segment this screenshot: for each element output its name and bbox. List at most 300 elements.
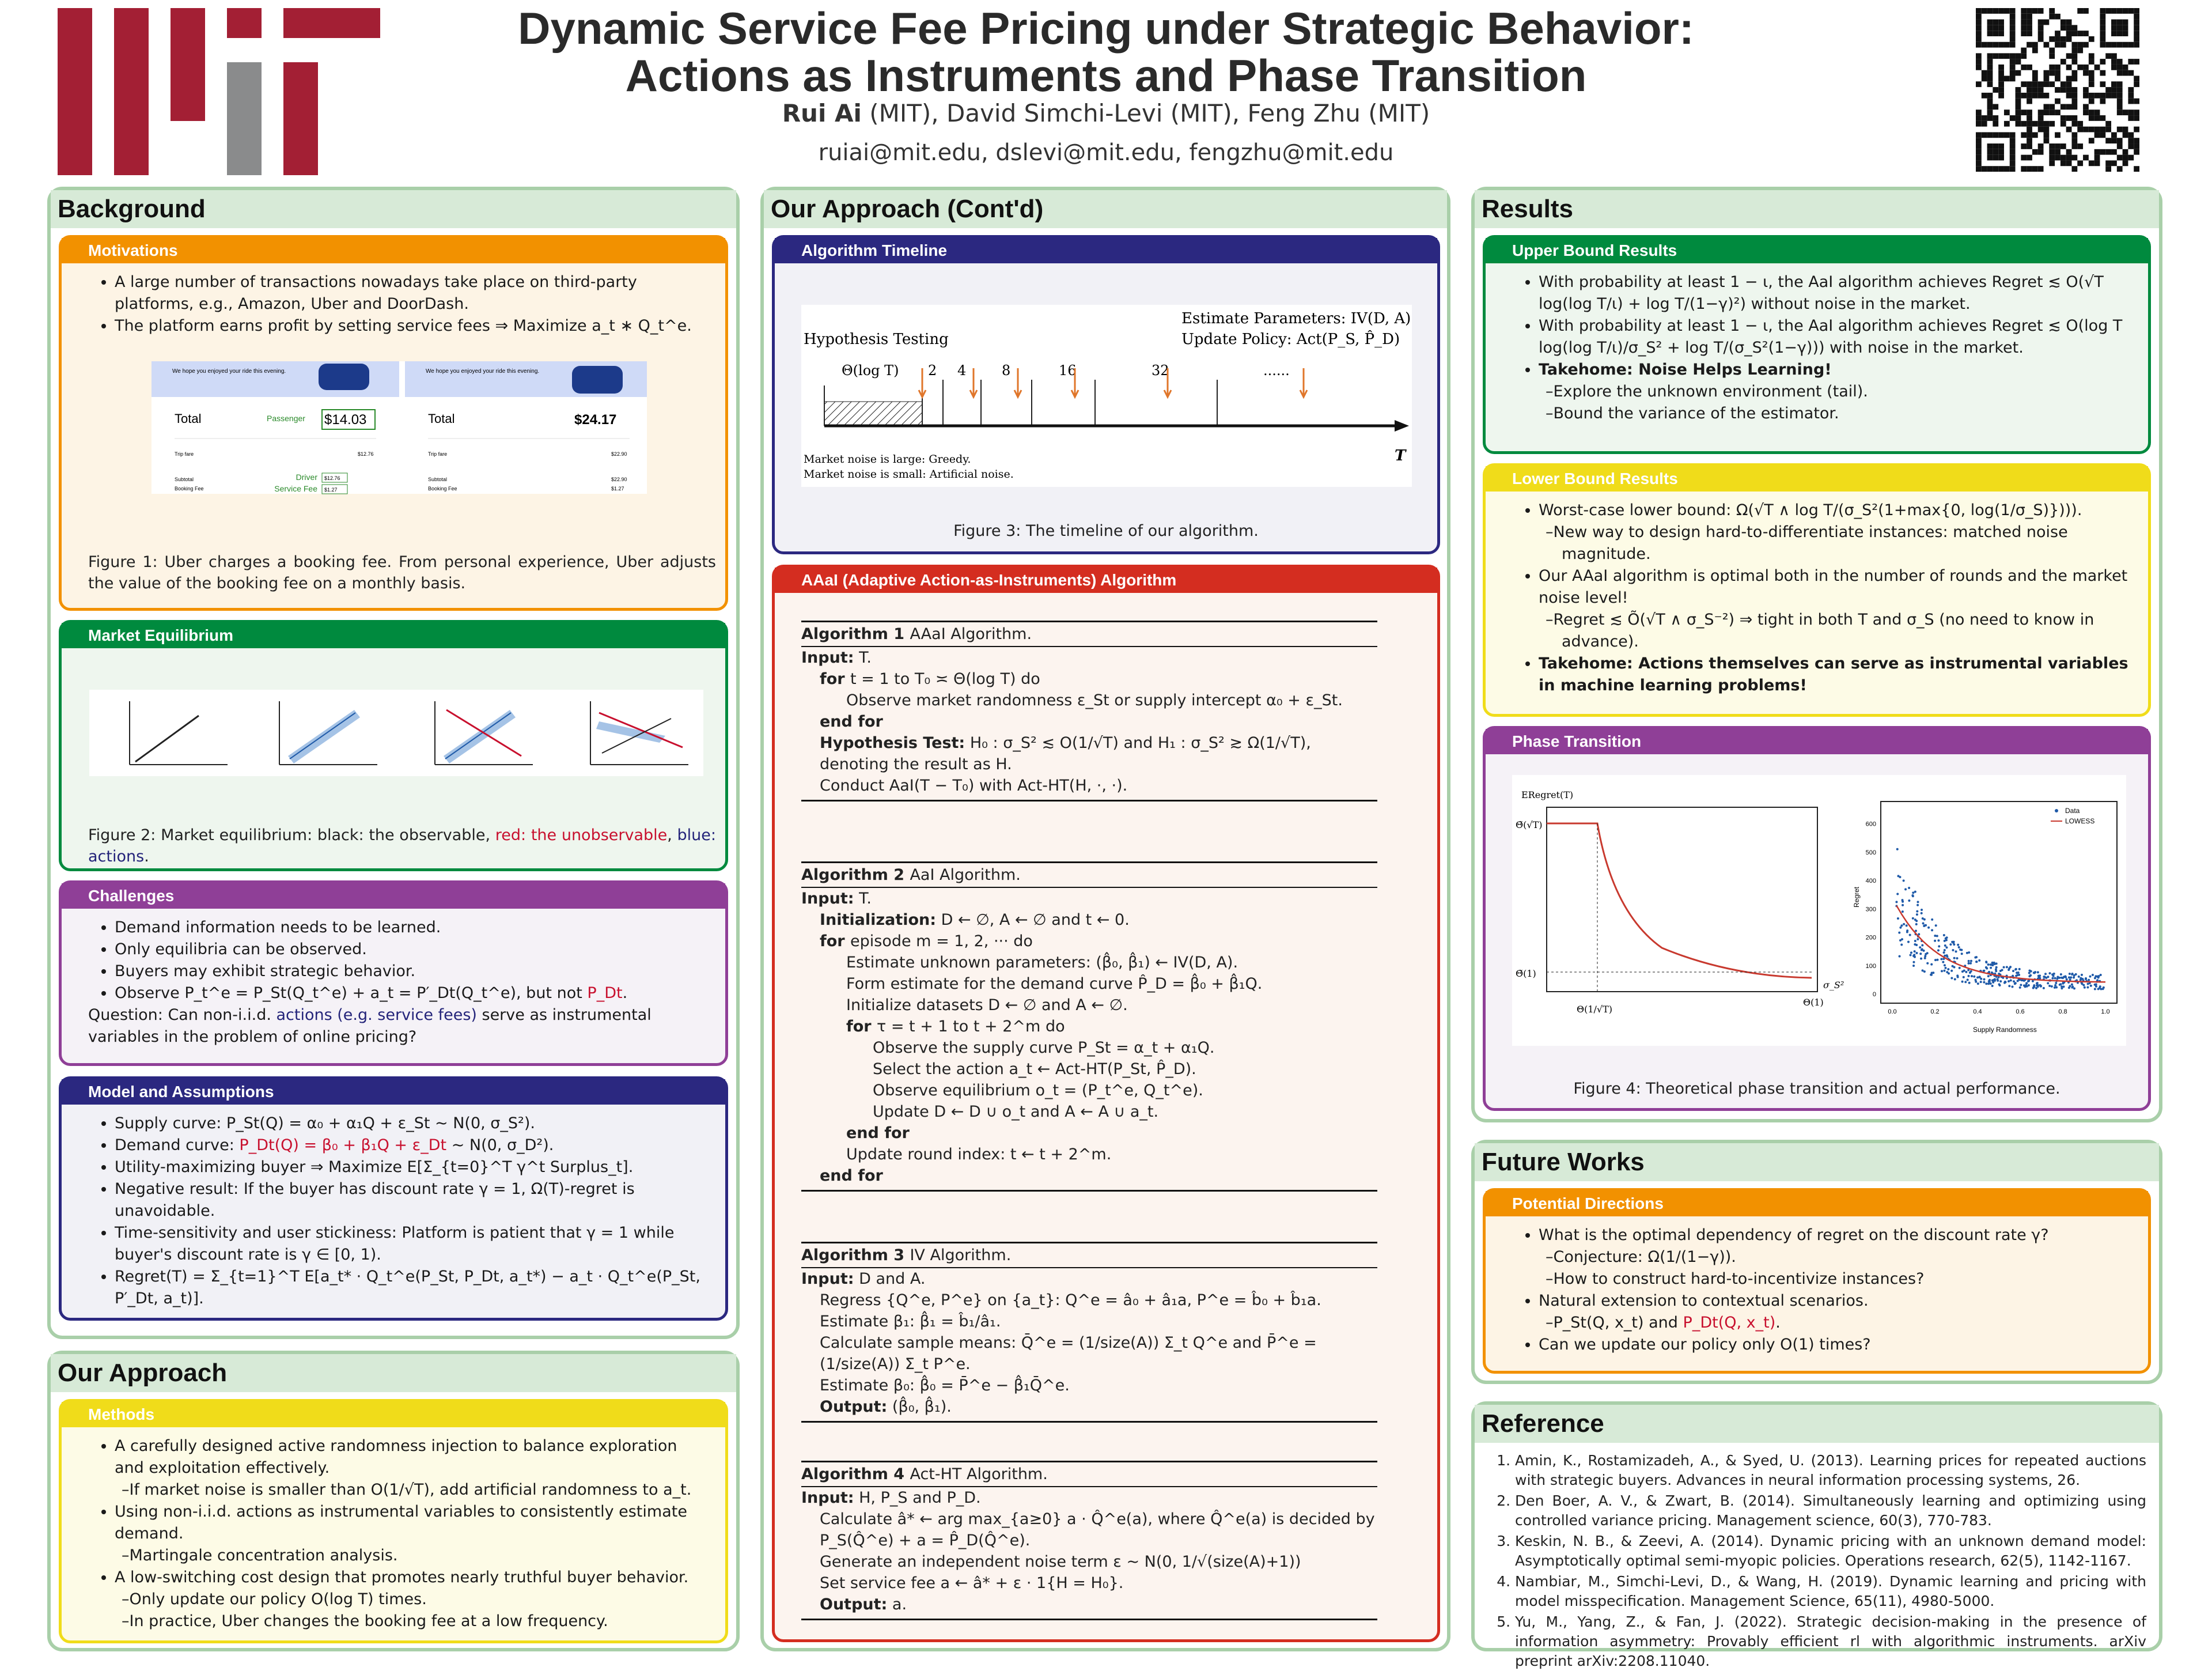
method-bullet-2: • Using non-i.i.d. actions as instrumental variables to consistently estimate demand. – Martingale concentration analysis. — [115, 1501, 710, 1567]
regret-point — [1909, 934, 1911, 936]
total-value-1: $14.03 — [324, 412, 367, 428]
challenge-bullet-2: • Only equilibria can be observed. — [115, 939, 710, 961]
regret-point — [1902, 899, 1904, 901]
regret-point — [1921, 944, 1923, 946]
our-approach-contd-section — [760, 187, 1450, 1651]
regret-point — [2088, 979, 2090, 981]
legend-lowess: LOWESS — [2065, 817, 2095, 825]
regret-point — [1985, 982, 1987, 985]
regret-point — [1970, 960, 1972, 962]
regret-point — [1961, 952, 1963, 955]
regret-point — [2008, 980, 2010, 982]
algorithm-2-line: Observe the supply curve P_St = α_t + α₁Q. — [873, 1039, 1215, 1057]
future-works-section — [1471, 1140, 2162, 1384]
regret-point — [1896, 893, 1899, 895]
timeline-hypothesis: Hypothesis Testing — [804, 331, 949, 348]
our-approach-section — [47, 1351, 740, 1651]
regret-point — [1944, 940, 1946, 942]
regret-point — [2025, 984, 2027, 986]
lower-bound-title: Lower Bound Results — [1486, 466, 2148, 492]
regret-point — [2043, 987, 2045, 989]
algorithm-3-header: Algorithm 3 IV Algorithm. — [801, 1242, 1377, 1268]
regret-point — [2051, 985, 2053, 988]
regret-point — [1897, 917, 1899, 920]
regret-point — [1921, 909, 1923, 911]
results-section — [1471, 187, 2162, 1122]
timeline-tick-label: 32 — [1152, 362, 1169, 379]
regret-point — [2056, 977, 2059, 980]
regret-point — [2070, 976, 2072, 978]
legend-data: Data — [2065, 807, 2080, 815]
receipt-header-1: We hope you enjoyed your ride this evening. — [172, 368, 286, 375]
regret-point — [2085, 977, 2087, 980]
algorithm-1-line: end for — [820, 713, 883, 731]
regret-point — [2006, 966, 2008, 968]
lower-bullet-2: • Our AAaI algorithm is optimal both in the number of rounds and the market noise level! – Regret ≲ Õ(√T ∧ σ_S⁻²) ⇒ tight in both T and σ_S (no need to know in advance). — [1539, 565, 2133, 653]
regret-point — [2044, 973, 2047, 975]
regret-point — [1991, 985, 1994, 987]
regret-point — [2051, 977, 2054, 980]
driver-label: Driver — [296, 472, 317, 482]
qr-code[interactable] — [1976, 8, 2139, 172]
algorithm-1 — [801, 621, 1377, 802]
timeline-tick-label: 4 — [957, 362, 967, 379]
regret-point — [1943, 934, 1945, 936]
regret-point — [2018, 968, 2021, 970]
challenge-bullet-1: • Demand information needs to be learned. — [115, 917, 710, 939]
regret-point — [1988, 980, 1990, 982]
regret-point — [1988, 971, 1990, 973]
regret-point — [1909, 954, 1911, 957]
algorithm-2-line: Observe equilibrium o_t = (P_t^e, Q_t^e). — [873, 1082, 1203, 1099]
regret-point — [2001, 969, 2003, 971]
regret-point — [1964, 981, 1967, 983]
regret-point — [2100, 974, 2102, 976]
figure-2-caption: Figure 2: Market equilibrium: black: the observable, red: the unobservable, blue: actions. — [88, 826, 716, 865]
method-sub-1: – If market noise is smaller than O(1/√T), add artificial randomness to a_t. — [138, 1479, 710, 1501]
figure-3-caption: Figure 3: The timeline of our algorithm. — [953, 522, 1259, 540]
trip-fare-value-2: $22.90 — [611, 451, 627, 457]
regret-point — [1943, 970, 1945, 972]
regret-point — [1934, 940, 1936, 942]
algorithm-3-line: Calculate sample means: Q̄^e = (1/size(A)) Σ_t Q^e and P̄^e = (1/size(A)) Σ_t P^e. — [820, 1334, 1317, 1373]
regret-point — [2060, 973, 2062, 976]
theory-x-var: σ_S² — [1823, 980, 1844, 990]
service-value: $1.27 — [324, 487, 338, 493]
booking-fee-label-1: Booking Fee — [175, 486, 204, 492]
upper-bullet-1: • With probability at least 1 − ι, the AaI algorithm achieves Regret ≲ O(√T log(log T/ι) + log T/(1−γ)²) without noise in the market. — [1539, 271, 2133, 315]
regret-point — [1976, 976, 1979, 978]
regret-point — [2081, 974, 2083, 976]
algorithm-2-header: Algorithm 2 AaI Algorithm. — [801, 861, 1377, 888]
algorithm-2-line: for episode m = 1, 2, ··· do — [820, 932, 1033, 950]
uber-receipt-figure — [151, 361, 647, 494]
reference-item: 3. Keskin, N. B., & Zeevi, A. (2014). Dynamic pricing with an unknown demand model: Asymptotically optimal semi-myopic policies. Operations research, 62(5), 1142-1167. — [1515, 1532, 2146, 1571]
regret-point — [2090, 985, 2092, 987]
other-authors: (MIT), David Simchi-Levi (MIT), Feng Zhu (MIT) — [861, 99, 1430, 127]
regret-point — [1912, 917, 1914, 920]
regret-point — [1968, 962, 1970, 965]
regret-point — [1975, 979, 1977, 981]
regret-point — [1912, 965, 1915, 967]
regret-point — [2073, 976, 2075, 978]
regret-point — [1904, 888, 1907, 890]
regret-point — [1973, 976, 1975, 978]
regret-xtick: 0.2 — [1930, 1008, 1940, 1015]
motivations-block — [59, 235, 728, 611]
regret-point — [1924, 957, 1926, 959]
regret-point — [1907, 941, 1910, 943]
timeline-tick-label: ...... — [1263, 362, 1290, 379]
regret-point — [2028, 972, 2031, 974]
regret-point — [2032, 980, 2034, 982]
regret-point — [1915, 952, 1918, 954]
upper-sub-1: – Explore the unknown environment (tail). — [1562, 381, 2133, 403]
trip-fare-value-1: $12.76 — [358, 451, 374, 457]
figure-4-caption: Figure 4: Theoretical phase transition and actual performance. — [1573, 1080, 2061, 1098]
algorithm-2-line: Update round index: t ← t + 2^m. — [846, 1145, 1112, 1163]
regret-point — [1926, 962, 1929, 965]
regret-point — [1930, 974, 1933, 976]
regret-point — [1987, 963, 1990, 966]
model-bullet-5: • Time-sensitivity and user stickiness: Platform is patient that γ = 1 while buyer's discount rate is γ ∈ [0, 1). — [115, 1222, 710, 1266]
algorithm-2-line: Form estimate for the demand curve P̂_D = β̂₀ + β̂₁Q. — [846, 975, 1263, 993]
regret-point — [2021, 979, 2023, 981]
algorithm-1-line: Conduct AaI(T − T₀) with Act-HT(H, ·, ·). — [820, 777, 1128, 795]
upper-bound-title: Upper Bound Results — [1486, 238, 2148, 263]
method-bullet-3: • A low-switching cost design that promotes nearly truthful buyer behavior. – Only update our policy O(log T) times. – In practice, Uber changes the booking fee at a low frequency. — [115, 1567, 710, 1632]
algorithm-4 — [801, 1461, 1377, 1620]
title-line-2: Actions as Instruments and Phase Transition — [625, 50, 1587, 101]
algorithm-4-line: Input: H, P_S and P_D. — [801, 1489, 981, 1507]
model-bullet-4: • Negative result: If the buyer has discount rate γ = 1, Ω(T)-regret is unavoidable. — [115, 1178, 710, 1222]
regret-point — [1900, 943, 1903, 946]
regret-point — [1923, 950, 1925, 952]
regret-point — [1916, 904, 1919, 906]
market-equilibrium-block — [59, 620, 728, 871]
regret-point — [2010, 980, 2012, 982]
regret-point — [2094, 975, 2097, 977]
regret-point — [2014, 982, 2016, 985]
reference-title: Reference — [1475, 1405, 2159, 1443]
regret-ylabel: Regret — [1853, 886, 1861, 908]
regret-point — [2068, 986, 2070, 989]
timeline-theta: Θ(log T) — [842, 362, 899, 379]
algorithm-4-line: Output: a. — [820, 1596, 907, 1613]
algorithm-1-line: Observe market randomness ε_St or supply intercept α₀ + ε_St. — [846, 691, 1343, 709]
regret-point — [1961, 970, 1964, 973]
regret-point — [1925, 924, 1927, 927]
regret-point — [2019, 986, 2021, 989]
regret-point — [2035, 987, 2037, 989]
regret-point — [2003, 982, 2006, 984]
regret-ytick: 0 — [1872, 991, 1876, 998]
regret-point — [2102, 988, 2104, 990]
regret-point — [1910, 951, 1912, 954]
background-section — [47, 187, 740, 1339]
regret-point — [1908, 899, 1910, 902]
regret-point — [1911, 894, 1914, 897]
regret-point — [2016, 971, 2018, 974]
regret-point — [1954, 978, 1956, 981]
method-sub-2: – Martingale concentration analysis. — [138, 1545, 710, 1567]
timeline-figure — [801, 305, 1412, 487]
directions-block — [1483, 1188, 2151, 1374]
directions-title: Potential Directions — [1486, 1191, 2148, 1216]
figure-1-caption: Figure 1: Uber charges a booking fee. From personal experience, Uber adjusts the value of the booking fee on a monthly basis. — [88, 553, 716, 592]
phase-transition-block — [1483, 726, 2151, 1111]
future-bullet-1: • What is the optimal dependency of regret on the discount rate γ? – Conjecture: Ω(1/(1−γ)). – How to construct hard-to-incentivize instances? — [1539, 1224, 2133, 1290]
regret-point — [1968, 975, 1970, 977]
regret-point — [1956, 957, 1958, 959]
phase-transition-figure — [1512, 775, 2126, 1046]
future-sub-1a: – Conjecture: Ω(1/(1−γ)). — [1562, 1246, 2133, 1268]
model-bullet-6: • Regret(T) = Σ_{t=1}^T E[a_t* · Q_t^e(P_St, P_Dt, a_t*) − a_t · Q_t^e(P_St, P′_Dt, a_t)]. — [115, 1266, 710, 1310]
regret-point — [1901, 938, 1903, 940]
upper-sub-2: – Bound the variance of the estimator. — [1562, 403, 2133, 425]
regret-point — [1970, 970, 1972, 973]
theory-x-left: Θ(1/√T) — [1577, 1004, 1613, 1015]
regret-point — [1999, 980, 2002, 982]
regret-xlabel: Supply Randomness — [1973, 1026, 2037, 1034]
regret-point — [1944, 967, 1946, 969]
regret-point — [1937, 939, 1940, 942]
regret-point — [1940, 958, 1942, 960]
regret-point — [2097, 988, 2100, 990]
regret-point — [1955, 950, 1957, 952]
regret-point — [2028, 984, 2030, 986]
regret-point — [1902, 910, 1904, 913]
regret-point — [2029, 974, 2032, 977]
regret-point — [2084, 986, 2086, 989]
total-value-2: $24.17 — [574, 412, 617, 428]
regret-point — [1995, 966, 1998, 969]
regret-point — [2055, 982, 2057, 984]
regret-point — [1906, 924, 1908, 927]
regret-point — [1968, 951, 1970, 954]
regret-point — [2066, 978, 2068, 981]
algorithm-3-line: Output: (β̂₀, β̂₁). — [820, 1398, 952, 1416]
regret-point — [2055, 986, 2058, 988]
regret-point — [1923, 970, 1926, 973]
regret-point — [2062, 977, 2064, 979]
algorithm-2 — [801, 861, 1377, 1192]
regret-point — [1925, 953, 1927, 955]
regret-point — [1912, 961, 1915, 963]
regret-point — [1990, 963, 1992, 966]
regret-point — [2064, 976, 2066, 978]
regret-point — [1991, 963, 1994, 965]
receipt-header-2: We hope you enjoyed your ride this evening. — [426, 368, 540, 375]
regret-ytick: 400 — [1865, 878, 1876, 885]
regret-point — [1950, 977, 1953, 979]
regret-point — [1952, 949, 1954, 951]
regret-point — [2008, 985, 2010, 987]
regret-ytick: 300 — [1865, 906, 1876, 913]
algorithm-2-line: end for — [846, 1124, 910, 1142]
regret-point — [1919, 952, 1922, 955]
regret-point — [1945, 946, 1948, 948]
model-bullet-3: • Utility-maximizing buyer ⇒ Maximize E[Σ_{t=0}^T γ^t Surplus_t]. — [115, 1156, 710, 1178]
market-equilibrium-title: Market Equilibrium — [62, 623, 725, 648]
background-title: Background — [51, 190, 736, 228]
algorithm-3 — [801, 1242, 1377, 1423]
regret-point — [2033, 971, 2035, 974]
timeline-estimate: Estimate Parameters: IV(D, A) — [1181, 310, 1411, 327]
algorithm-2-line: Estimate unknown parameters: (β̂₀, β̂₁) ← IV(D, A). — [846, 954, 1238, 971]
regret-point — [1927, 927, 1930, 929]
algorithm-3-line: Estimate β₀: β̂₀ = P̄^e − β̂₁Q̄^e. — [820, 1377, 1070, 1394]
regret-point — [1915, 923, 1918, 925]
model-title: Model and Assumptions — [62, 1079, 725, 1105]
regret-point — [2061, 987, 2063, 989]
theory-y-top: Θ̃(√T) — [1516, 819, 1543, 830]
method-bullet-1: • A carefully designed active randomness injection to balance exploration and exploitation effectively. – If market noise is smaller than O(1/√T), add artificial randomness to a_t. — [115, 1435, 710, 1501]
regret-point — [2094, 984, 2096, 986]
motivations-title: Motivations — [62, 238, 725, 263]
regret-point — [1908, 887, 1910, 889]
regret-point — [1896, 848, 1899, 850]
regret-point — [1899, 955, 1901, 958]
algorithm-2-line: Select the action a_t ← Act-HT(P_St, P̂_D). — [873, 1060, 1196, 1078]
regret-point — [1994, 978, 1996, 981]
future-works-title: Future Works — [1475, 1143, 2159, 1181]
regret-point — [1903, 879, 1905, 882]
regret-point — [2051, 973, 2054, 976]
timeline-tick-label: 8 — [1002, 362, 1011, 379]
lower-sub-1: – New way to design hard-to-differentiate instances: matched noise magnitude. — [1562, 521, 2133, 565]
regret-point — [1934, 935, 1936, 937]
regret-point — [1915, 944, 1918, 946]
regret-point — [2025, 982, 2028, 984]
algorithm-1-line: Input: T. — [801, 649, 872, 667]
regret-point — [2044, 976, 2046, 978]
mit-logo — [58, 8, 380, 175]
challenges-block — [59, 880, 728, 1066]
timeline-axis-label: T — [1395, 447, 1406, 464]
regret-point — [2036, 982, 2039, 984]
regret-point — [1924, 955, 1926, 957]
reference-item: 2. Den Boer, A. V., & Zwart, B. (2014). Simultaneously learning and optimizing using controlled variance pricing. Management science, 60(3), 770-783. — [1515, 1491, 2146, 1530]
regret-point — [1995, 970, 1997, 972]
regret-point — [1987, 975, 1990, 977]
regret-point — [1900, 924, 1903, 927]
trip-fare-label-1: Trip fare — [175, 451, 194, 457]
regret-point — [1945, 937, 1947, 940]
regret-point — [1922, 923, 1925, 925]
timeline-note-2: Market noise is small: Artificial noise. — [804, 468, 1014, 481]
algorithm-2-line: for τ = t + 1 to t + 2^m do — [846, 1018, 1065, 1035]
method-sub-3b: – In practice, Uber changes the booking fee at a low frequency. — [138, 1610, 710, 1632]
timeline-tick-label: 2 — [928, 362, 937, 379]
first-author: Rui Ai — [782, 99, 862, 127]
reference-section — [1471, 1401, 2162, 1669]
regret-point — [1948, 972, 1950, 974]
methods-block — [59, 1399, 728, 1643]
regret-point — [1961, 981, 1964, 983]
regret-point — [2094, 988, 2096, 990]
regret-point — [1987, 982, 1990, 985]
regret-point — [2071, 986, 2073, 989]
motivation-bullet-2: • The platform earns profit by setting service fees ⇒ Maximize a_t ∗ Q_t^e. — [115, 315, 710, 337]
regret-point — [2078, 976, 2080, 978]
regret-point — [1899, 927, 1902, 929]
regret-point — [1953, 941, 1955, 943]
subtotal-value-2: $22.90 — [611, 477, 627, 482]
timeline-title: Algorithm Timeline — [775, 238, 1437, 263]
our-approach-contd-title: Our Approach (Cont'd) — [764, 190, 1447, 228]
regret-point — [1991, 980, 1994, 982]
regret-xtick: 0.6 — [2016, 1008, 2025, 1015]
regret-point — [1906, 931, 1908, 933]
regret-point — [1974, 957, 1976, 959]
trip-fare-label-2: Trip fare — [428, 451, 448, 457]
regret-point — [1931, 918, 1933, 921]
subtotal-label-2: Subtotal — [428, 477, 448, 482]
regret-point — [1916, 913, 1918, 916]
timeline-tick-label: 16 — [1059, 362, 1077, 379]
regret-point — [1899, 876, 1901, 878]
regret-point — [2071, 973, 2073, 976]
regret-point — [2033, 986, 2035, 988]
reference-list — [1515, 1451, 2146, 1671]
regret-xtick: 0.8 — [2058, 1008, 2067, 1015]
regret-point — [1990, 967, 1992, 969]
reference-item: 5. Yu, M., Yang, Z., & Fan, J. (2022). Strategic decision-making in the presence of information asymmetry: Provably efficient rl with algorithmic instruments. arXiv preprint arXiv:2208.11040. — [1515, 1612, 2146, 1671]
legend-data-marker — [2055, 809, 2058, 812]
algorithm-4-line: Generate an independent noise term ε ∼ N(0, 1/√(size(A)+1)) — [820, 1553, 1301, 1571]
regret-point — [1956, 974, 1959, 977]
motivation-bullet-1: • A large number of transactions nowadays take place on third-party platforms, e.g., Amazon, Uber and DoorDash. — [115, 271, 710, 315]
regret-point — [2073, 987, 2075, 989]
regret-point — [1983, 981, 1985, 984]
regret-point — [2054, 984, 2056, 986]
regret-point — [1971, 975, 1973, 977]
regret-point — [2028, 980, 2030, 982]
algorithm-2-line: Initialize datasets D ← ∅ and A ← ∅. — [846, 996, 1128, 1014]
regret-point — [1914, 950, 1916, 952]
timeline-note-1: Market noise is large: Greedy. — [804, 453, 971, 466]
algorithm-1-header: Algorithm 1 AAaI Algorithm. — [801, 621, 1377, 647]
regret-point — [1996, 978, 1998, 981]
regret-point — [2020, 984, 2022, 986]
regret-point — [2016, 974, 2018, 976]
upper-bullet-2: • With probability at least 1 − ι, the AaI algorithm achieves Regret ≲ O(log T log(log T/ι)/σ_S² + log T/(σ_S²(1−γ))) with noise in the market. — [1539, 315, 2133, 359]
booking-fee-label-2: Booking Fee — [428, 486, 457, 492]
algorithm-2-line: Input: T. — [801, 890, 872, 908]
regret-point — [1923, 918, 1926, 921]
regret-point — [1963, 976, 1965, 978]
regret-point — [1914, 891, 1916, 893]
regret-point — [1903, 923, 1905, 925]
challenge-bullet-4: • Observe P_t^e = P_St(Q_t^e) + a_t = P′_Dt(Q_t^e), but not P_Dt. — [115, 982, 710, 1004]
reference-item: 4. Nambiar, M., Simchi-Levi, D., & Wang, H. (2019). Dynamic learning and pricing with model misspecification. Management Science, 65(11), 4980-5000. — [1515, 1572, 2146, 1611]
regret-point — [2086, 986, 2089, 988]
upper-bound-block — [1483, 235, 2151, 454]
challenge-bullet-3: • Buyers may exhibit strategic behavior. — [115, 961, 710, 982]
future-sub-2: – P_St(Q, x_t) and P_Dt(Q, x_t). — [1562, 1312, 2133, 1334]
regret-point — [2048, 985, 2051, 987]
regret-point — [1950, 970, 1953, 972]
regret-point — [2096, 979, 2099, 981]
regret-point — [1916, 910, 1918, 913]
algorithm-2-line: end for — [820, 1167, 883, 1185]
theory-x-right: Θ(1) — [1803, 997, 1824, 1008]
service-fee-label: Service Fee — [274, 484, 317, 493]
aaai-block — [772, 565, 1440, 1642]
regret-point — [1941, 970, 1943, 972]
emails[interactable]: ruiai@mit.edu, dslevi@mit.edu, fengzhu@mit.edu — [818, 139, 1394, 166]
